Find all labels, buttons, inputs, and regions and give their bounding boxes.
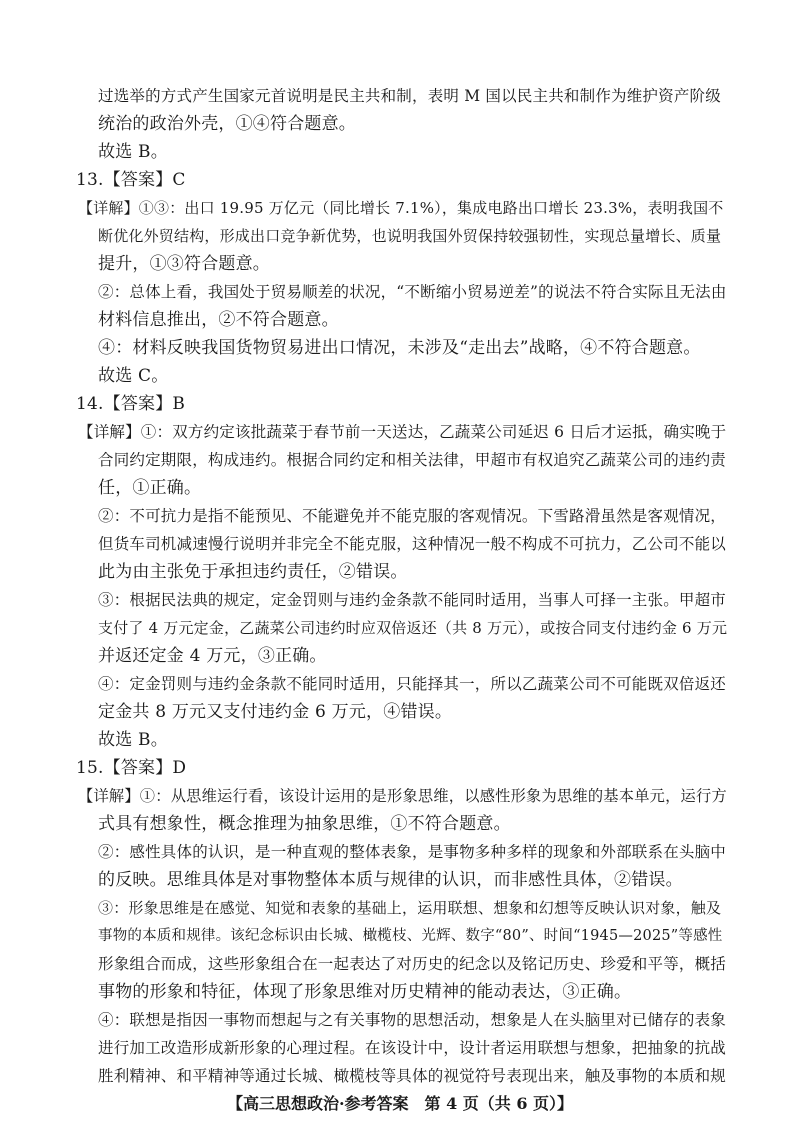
text-line: ②：不可抗力是指不能预见、不能避免并不能克服的客观情况。下雪路滑虽然是客观情况， [98, 507, 727, 525]
text-line: 【详解】①③：出口 19.95 万亿元（同比增长 7.1%），集成电路出口增长 23.3%，表明我国不 [78, 199, 724, 217]
text-line: 形象组合而成，这些形象组合在一起表达了对历史的纪念以及铭记历史、珍爱和平等，概括 [98, 955, 727, 973]
text-line: 胜利精神、和平精神等通过长城、橄榄枝等具体的视觉符号表现出来，触及事物的本质和规 [98, 1067, 727, 1085]
text-line: ②：总体上看，我国处于贸易顺差的状况，“不断缩小贸易逆差”的说法不符合实际且无法由 [98, 283, 727, 301]
question-15-answer: 15.【答案】D [76, 758, 187, 778]
text-line: 但货车司机减速慢行说明并非完全不能克服，这种情况一般不构成不可抗力，乙公司不能以 [98, 535, 727, 553]
question-14-answer: 14.【答案】B [76, 394, 186, 414]
text-line: 故选 B。 [98, 142, 168, 162]
text-line: 过选举的方式产生国家元首说明是民主共和制，表明 M 国以民主共和制作为维护资产阶级 [98, 87, 721, 105]
text-line: ④：材料反映我国货物贸易进出口情况，未涉及“走出去”战略，④不符合题意。 [98, 338, 701, 358]
text-line: 【详解】①：从思维运行看，该设计运用的是形象思维，以感性形象为思维的基本单元，运行方 [78, 787, 727, 805]
text-line: 进行加工改造形成新形象的心理过程。在该设计中，设计者运用联想与想象，把抽象的抗战 [98, 1039, 727, 1057]
text-line: 支付了 4 万元定金，乙蔬菜公司违约时应双倍返还（共 8 万元），或按合同支付违约金 6 万元 [98, 619, 728, 637]
text-line: 此为由主张免于承担违约责任，②错误。 [98, 562, 408, 582]
text-line: 式具有想象性，概念推理为抽象思维，①不符合题意。 [98, 814, 511, 834]
text-line: 断优化外贸结构，形成出口竞争新优势，也说明我国外贸保持较强韧性，实现总量增长、质量 [98, 227, 722, 245]
text-line: 材料信息推出，②不符合题意。 [98, 310, 339, 330]
text-line: ③：根据民法典的规定，定金罚则与违约金条款不能同时适用，当事人可择一主张。甲超市 [98, 591, 727, 609]
text-line: ②：感性具体的认识，是一种直观的整体表象，是事物多种多样的现象和外部联系在头脑中 [98, 843, 727, 861]
text-line: 的反映。思维具体是对事物整体本质与规律的认识，而非感性具体，②错误。 [98, 870, 683, 890]
text-line: 故选 C。 [98, 366, 169, 386]
text-line: 统治的政治外壳，①④符合题意。 [98, 114, 356, 134]
text-line: 事物的本质和规律。该纪念标识由长城、橄榄枝、光辉、数字“80”、时间“1945—2025”等感性 [98, 928, 723, 944]
question-13-answer: 13.【答案】C [76, 170, 186, 190]
text-line: 提升，①③符合题意。 [98, 254, 270, 274]
page-footer: 【高三思想政治·参考答案 第 4 页（共 6 页）】 [226, 1094, 574, 1113]
text-line: 合同约定期限，构成违约。根据合同约定和相关法律，甲超市有权追究乙蔬菜公司的违约责 [98, 451, 727, 469]
text-line: 任，①正确。 [98, 478, 202, 498]
text-line: 事物的形象和特征，体现了形象思维对历史精神的能动表达，③正确。 [98, 982, 632, 1002]
text-line: ④：定金罚则与违约金条款不能同时适用，只能择其一，所以乙蔬菜公司不可能既双倍返还 [98, 675, 727, 693]
text-line: 并返还定金 4 万元，③正确。 [98, 646, 327, 666]
text-line: 【详解】①：双方约定该批蔬菜于春节前一天送达，乙蔬菜公司延迟 6 日后才运抵，确实晚于 [78, 423, 727, 441]
text-line: ③：形象思维是在感觉、知觉和表象的基础上，运用联想、想象和幻想等反映认识对象，触及 [98, 899, 722, 917]
text-line: ④：联想是指因一事物而想起与之有关事物的思想活动，想象是人在头脑里对已储存的表象 [98, 1011, 727, 1029]
text-line: 定金共 8 万元又支付违约金 6 万元，④错误。 [98, 702, 453, 722]
text-line: 故选 B。 [98, 730, 168, 750]
